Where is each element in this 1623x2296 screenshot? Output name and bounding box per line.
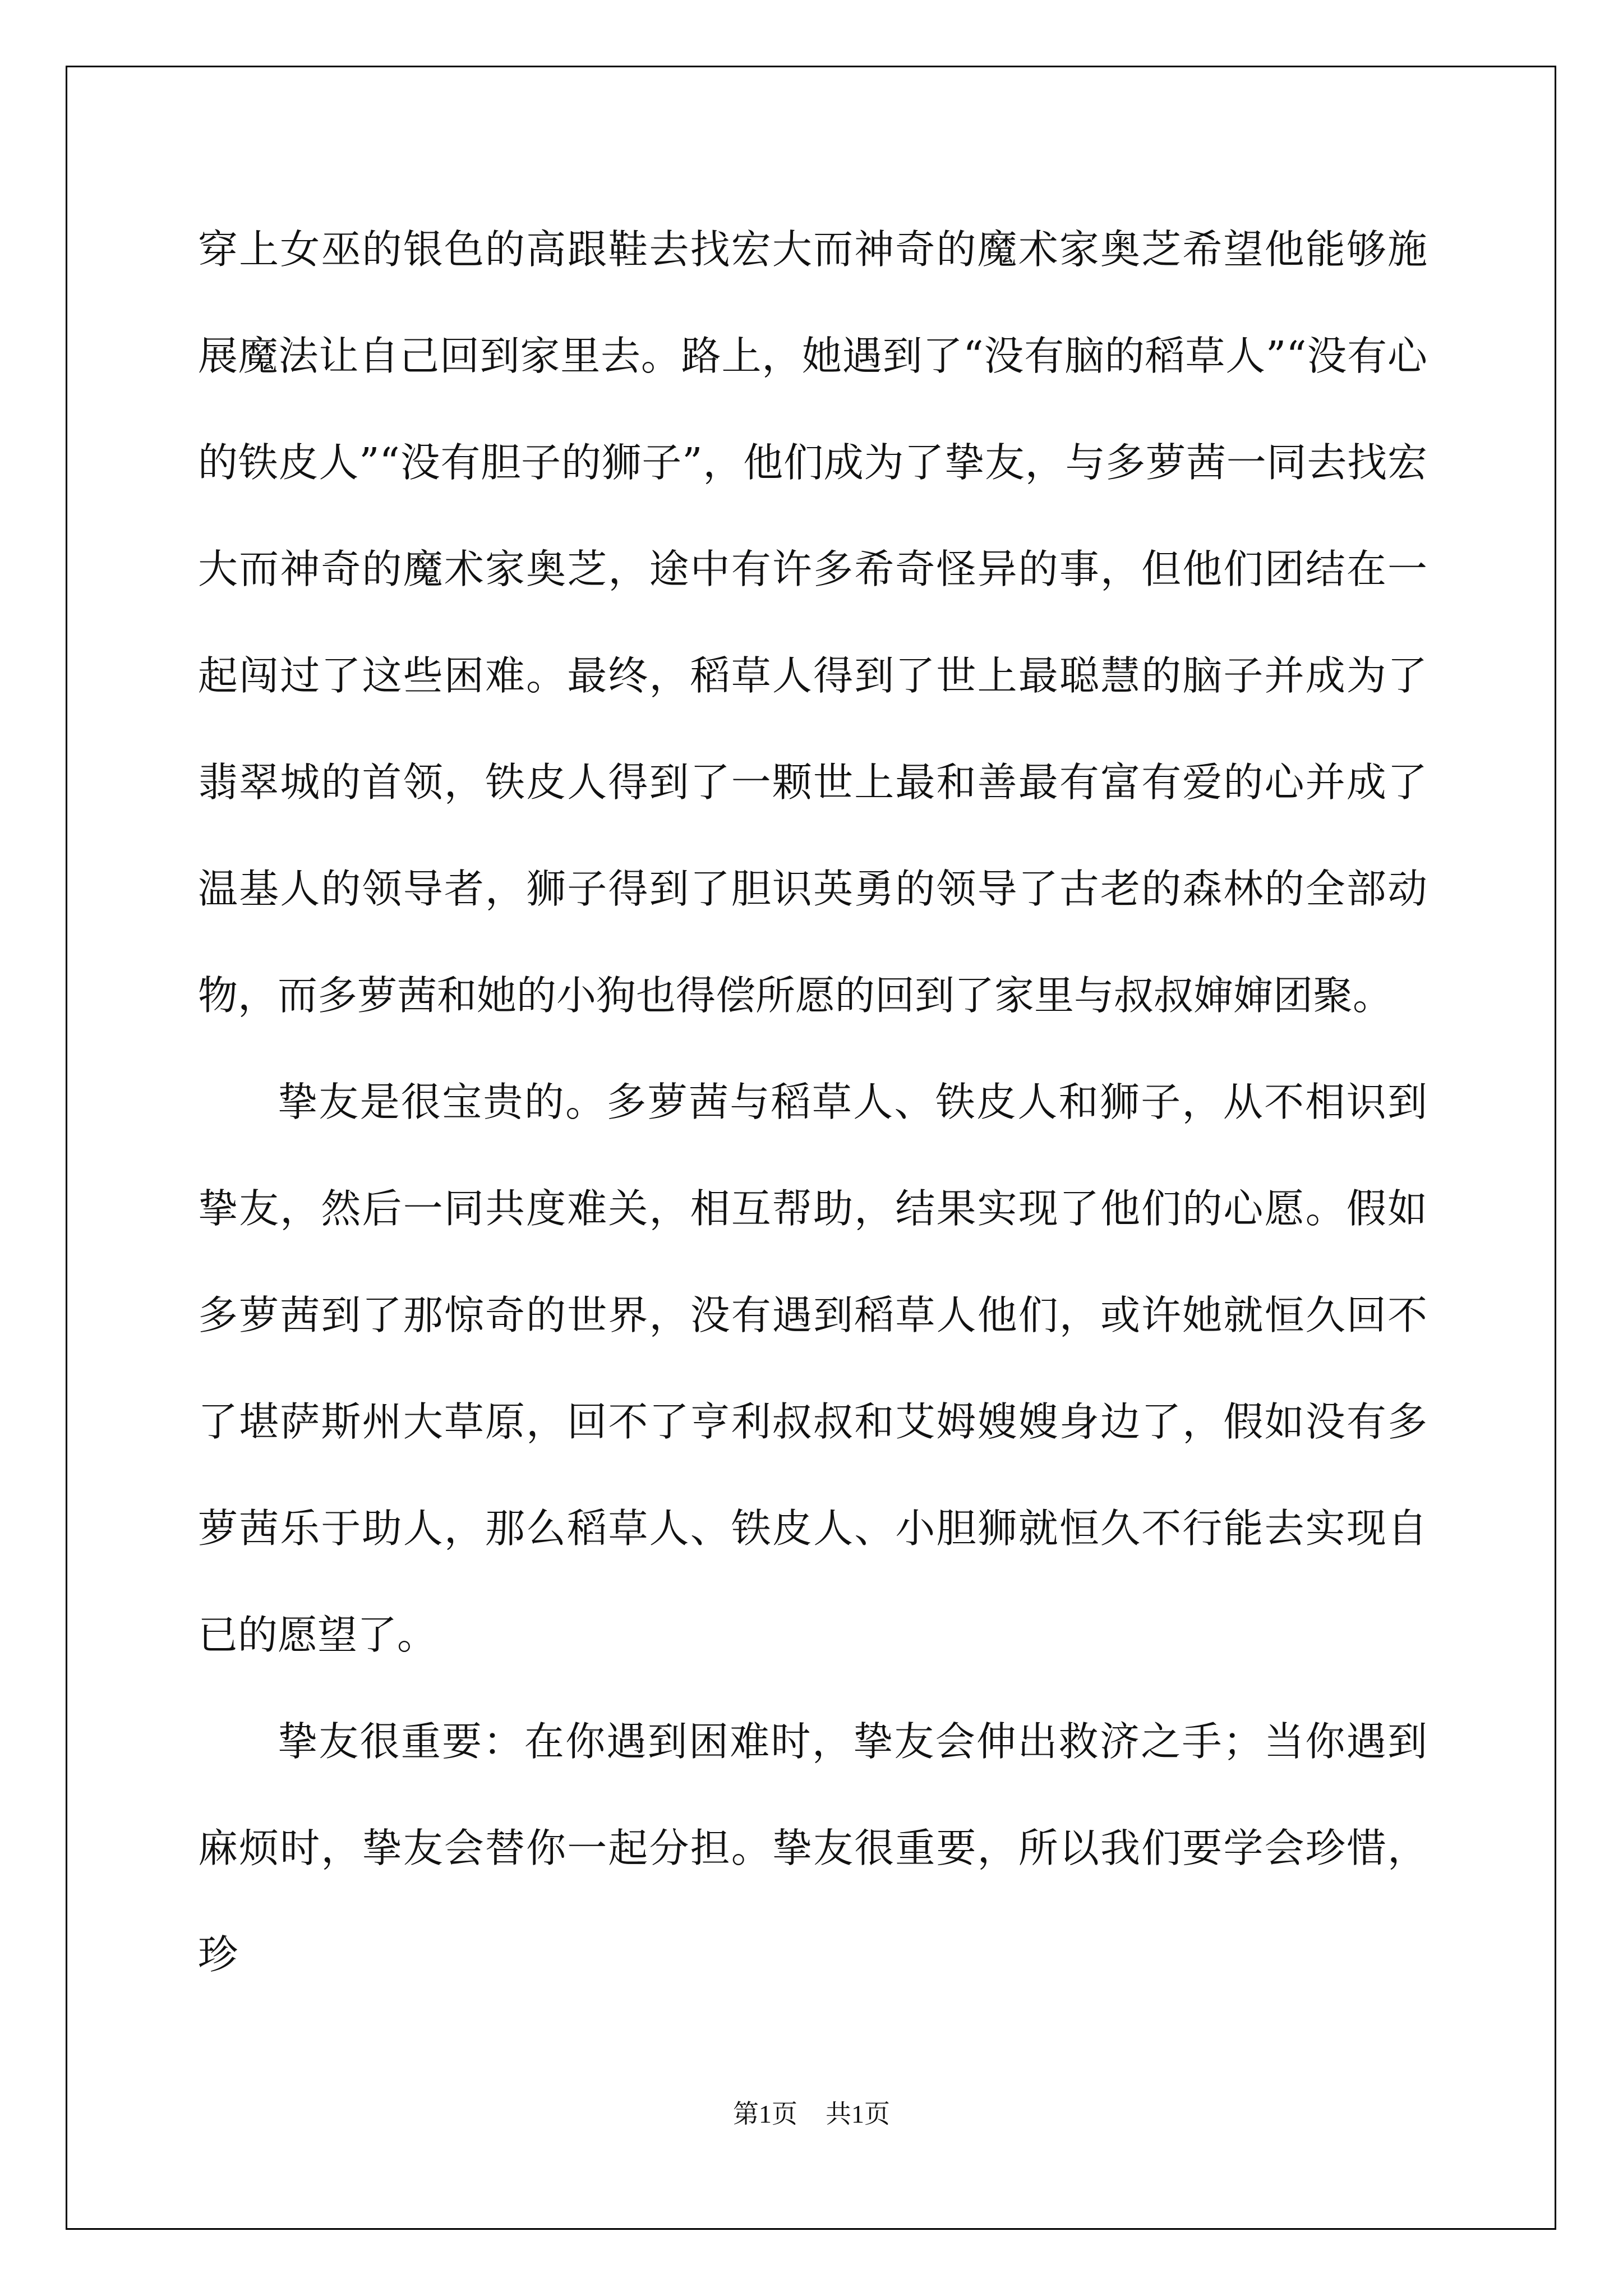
- paragraph-3: 挚友很重要：在你遇到困难时，挚友会伸出救济之手；当你遇到麻烦时，挚友会替你一起分担。挚友很重要，所以我们要学会珍惜，珍: [198, 1718, 1427, 1978]
- page-footer: [0, 2093, 1623, 2131]
- page-number-total: 共1页: [826, 2100, 890, 2128]
- paragraph-1: 穿上女巫的银色的高跟鞋去找宏大而神奇的魔术家奥芝希望他能够施展魔法让自己回到家里去。路上，她遇到了“没有脑的稻草人”“没有心的铁皮人”“没有胆子的狮子”，他们成为了挚友，与多萝茜一同去找宏大而神奇的魔术家奥芝，途中有许多希奇怪异的事，但他们团结在一起闯过了这些困难。最终，稻草人得到了世上最聪慧的脑子并成为了翡翠城的首领，铁皮人得到了一颗世上最和善最有富有爱的心并成了温基人的领导者，狮子得到了胆识英勇的领导了古老的森林的全部动物，而多萝茜和她的小狗也得偿所愿的回到了家里与叔叔婶婶团聚。: [198, 226, 1427, 1019]
- page-number-current: 第1页: [733, 2100, 797, 2128]
- document-body: [198, 196, 1427, 2008]
- paragraph-2: 挚友是很宝贵的。多萝茜与稻草人、铁皮人和狮子，从不相识到挚友，然后一同共度难关，相互帮助，结果实现了他们的心愿。假如多萝茜到了那惊奇的世界，没有遇到稻草人他们，或许她就恒久回不了堪萨斯州大草原，回不了亨利叔叔和艾姆嫂嫂身边了，假如没有多萝茜乐于助人，那么稻草人、铁皮人、小胆狮就恒久不行能去实现自已的愿望了。: [198, 1079, 1427, 1658]
